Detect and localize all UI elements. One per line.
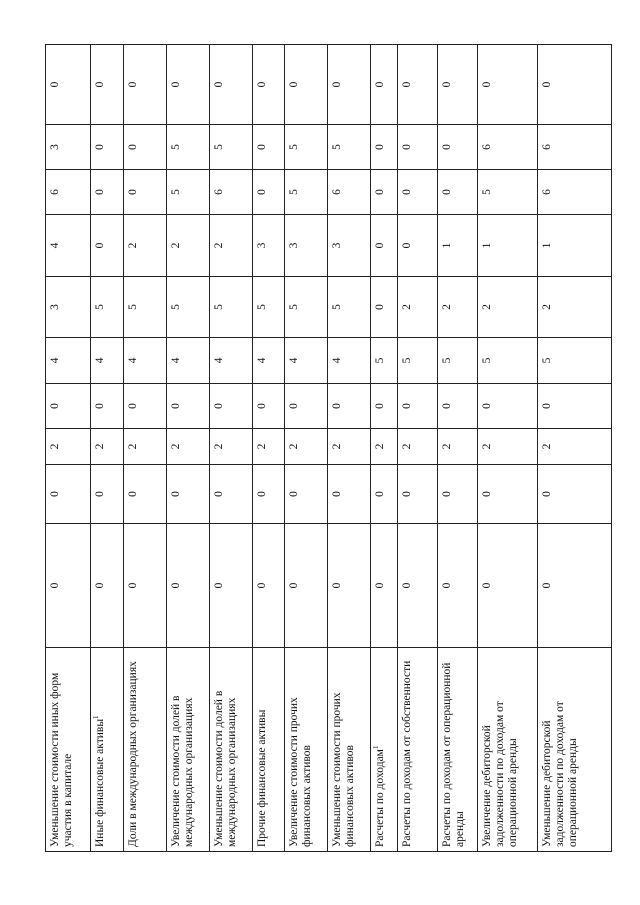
code-cell: 5 [91, 277, 124, 338]
code-cell: 6 [538, 170, 612, 215]
code-cell: 0 [538, 465, 612, 524]
code-cell: 0 [478, 45, 538, 125]
code-cell: 3 [46, 277, 91, 338]
row-label [438, 648, 478, 852]
code-cell: 0 [46, 45, 91, 125]
code-cell: 0 [371, 277, 398, 338]
code-cell: 1 [478, 215, 538, 277]
code-cell: 5 [167, 277, 210, 338]
code-cell: 0 [124, 465, 167, 524]
code-cell: 2 [478, 429, 538, 465]
code-cell: 5 [438, 338, 478, 384]
code-cell: 0 [438, 170, 478, 215]
row-label [328, 648, 371, 852]
table-row [167, 45, 210, 852]
code-cell: 0 [124, 125, 167, 170]
code-cell: 0 [253, 170, 285, 215]
code-cell: 0 [91, 170, 124, 215]
code-cell: 5 [478, 170, 538, 215]
table-row [371, 45, 398, 852]
code-cell: 4 [167, 338, 210, 384]
row-label-text: Увеличение стоимости прочих финансовых активов [288, 697, 313, 847]
accounts-table [45, 44, 612, 852]
code-cell: 5 [538, 338, 612, 384]
code-cell: 4 [210, 338, 253, 384]
code-cell: 3 [46, 125, 91, 170]
code-cell: 2 [538, 277, 612, 338]
code-cell: 4 [91, 338, 124, 384]
code-cell: 2 [328, 429, 371, 465]
code-cell: 0 [167, 465, 210, 524]
code-cell: 0 [167, 45, 210, 125]
code-cell: 0 [91, 45, 124, 125]
code-cell: 5 [285, 125, 328, 170]
code-cell: 0 [46, 384, 91, 429]
code-cell: 5 [328, 277, 371, 338]
table-row [253, 45, 285, 852]
code-cell: 0 [91, 465, 124, 524]
code-cell: 0 [398, 384, 438, 429]
code-cell: 5 [210, 125, 253, 170]
row-label-text: Уменьшение стоимости прочих финансовых активов [331, 692, 356, 847]
code-cell: 2 [124, 215, 167, 277]
code-cell: 2 [285, 429, 328, 465]
code-cell: 0 [371, 170, 398, 215]
table-row [328, 45, 371, 852]
table-row [46, 45, 91, 852]
row-label [285, 648, 328, 852]
row-label [210, 648, 253, 852]
code-cell: 5 [285, 170, 328, 215]
row-label-text: Доли в международных организациях [127, 661, 139, 847]
code-cell: 4 [46, 215, 91, 277]
code-cell: 5 [210, 277, 253, 338]
code-cell: 4 [46, 338, 91, 384]
code-cell: 2 [91, 429, 124, 465]
code-cell: 0 [398, 215, 438, 277]
table-row [438, 45, 478, 852]
code-cell: 0 [328, 45, 371, 125]
code-cell: 0 [371, 384, 398, 429]
code-cell: 0 [210, 524, 253, 648]
code-cell: 0 [538, 45, 612, 125]
row-label [167, 648, 210, 852]
code-cell: 0 [124, 170, 167, 215]
code-cell: 5 [167, 170, 210, 215]
code-cell: 0 [438, 465, 478, 524]
code-cell: 1 [538, 215, 612, 277]
row-label-text: Расчеты по доходам от операционной аренды [441, 662, 466, 847]
code-cell: 3 [285, 215, 328, 277]
code-cell: 2 [538, 429, 612, 465]
code-cell: 5 [253, 277, 285, 338]
table-row [285, 45, 328, 852]
row-label [124, 648, 167, 852]
code-cell: 3 [253, 215, 285, 277]
code-cell: 2 [210, 215, 253, 277]
code-cell: 0 [285, 384, 328, 429]
code-cell: 5 [124, 277, 167, 338]
table-row [478, 45, 538, 852]
code-cell: 0 [285, 45, 328, 125]
code-cell: 0 [328, 524, 371, 648]
table-row [124, 45, 167, 852]
code-cell: 0 [167, 524, 210, 648]
code-cell: 5 [167, 125, 210, 170]
code-cell: 0 [91, 384, 124, 429]
code-cell: 0 [328, 384, 371, 429]
code-cell: 0 [124, 45, 167, 125]
code-cell: 0 [91, 215, 124, 277]
row-label [538, 648, 612, 852]
code-cell: 0 [371, 45, 398, 125]
code-cell: 4 [285, 338, 328, 384]
code-cell: 0 [210, 45, 253, 125]
row-label-text: Иные финансовые активы [94, 718, 106, 847]
code-cell: 0 [398, 524, 438, 648]
code-cell: 0 [124, 524, 167, 648]
code-cell: 0 [478, 384, 538, 429]
row-label-text: Увеличение стоимости долей в международных организациях [170, 695, 195, 847]
footnote-marker: 1 [372, 745, 381, 750]
code-cell: 0 [478, 524, 538, 648]
row-label-text: Расчеты по доходам от собственности [401, 660, 413, 847]
code-cell: 0 [285, 465, 328, 524]
code-cell: 2 [478, 277, 538, 338]
code-cell: 0 [253, 524, 285, 648]
code-cell: 0 [91, 125, 124, 170]
code-cell: 0 [46, 465, 91, 524]
code-cell: 0 [285, 524, 328, 648]
code-cell: 2 [398, 277, 438, 338]
table-row [210, 45, 253, 852]
row-label [478, 648, 538, 852]
code-cell: 0 [438, 125, 478, 170]
table-row [91, 45, 124, 852]
code-cell: 0 [124, 384, 167, 429]
code-cell: 6 [46, 170, 91, 215]
code-cell: 4 [328, 338, 371, 384]
code-cell: 2 [167, 215, 210, 277]
code-cell: 5 [371, 338, 398, 384]
code-cell: 2 [398, 429, 438, 465]
code-cell: 0 [371, 215, 398, 277]
row-label-text: Прочие финансовые активы [256, 709, 268, 847]
code-cell: 0 [478, 465, 538, 524]
code-cell: 2 [438, 429, 478, 465]
code-cell: 0 [538, 524, 612, 648]
code-cell: 5 [478, 338, 538, 384]
code-cell: 0 [167, 384, 210, 429]
code-cell: 0 [438, 524, 478, 648]
code-cell: 3 [328, 215, 371, 277]
table-row [398, 45, 438, 852]
code-cell: 0 [253, 125, 285, 170]
code-cell: 0 [253, 465, 285, 524]
row-label-text: Уменьшение дебиторской задолженности по доходам от операционной аренды [541, 701, 579, 847]
code-cell: 0 [253, 384, 285, 429]
code-cell: 0 [398, 465, 438, 524]
code-cell: 0 [46, 524, 91, 648]
code-cell: 0 [438, 384, 478, 429]
row-label-text: Уменьшение стоимости долей в международных организациях [213, 690, 238, 847]
row-label [398, 648, 438, 852]
code-cell: 2 [124, 429, 167, 465]
code-cell: 0 [371, 125, 398, 170]
code-cell: 0 [91, 524, 124, 648]
code-cell: 0 [210, 465, 253, 524]
code-cell: 2 [167, 429, 210, 465]
code-cell: 1 [438, 215, 478, 277]
code-cell: 6 [210, 170, 253, 215]
code-cell: 0 [253, 45, 285, 125]
code-cell: 5 [398, 338, 438, 384]
code-cell: 2 [371, 429, 398, 465]
code-cell: 6 [538, 125, 612, 170]
code-cell: 0 [398, 170, 438, 215]
code-cell: 2 [46, 429, 91, 465]
code-cell: 2 [210, 429, 253, 465]
table-body [46, 45, 612, 852]
row-label-text: Расчеты по доходам [374, 749, 386, 847]
code-cell: 0 [438, 45, 478, 125]
code-cell: 5 [285, 277, 328, 338]
code-cell: 6 [478, 125, 538, 170]
code-cell: 0 [398, 45, 438, 125]
table-row [538, 45, 612, 852]
code-cell: 0 [371, 524, 398, 648]
row-label-text: Увеличение дебиторской задолженности по доходам от операционной аренды [481, 701, 519, 847]
code-cell: 0 [538, 384, 612, 429]
row-label [91, 648, 124, 852]
code-cell: 0 [210, 384, 253, 429]
row-label [371, 648, 398, 852]
code-cell: 2 [253, 429, 285, 465]
row-label [46, 648, 91, 852]
code-cell: 0 [398, 125, 438, 170]
footnote-marker: 1 [92, 715, 101, 719]
code-cell: 2 [438, 277, 478, 338]
code-cell: 4 [124, 338, 167, 384]
code-cell: 0 [371, 465, 398, 524]
row-label-text: Уменьшение стоимости иных форм участия в капитале [49, 672, 74, 847]
code-cell: 0 [328, 465, 371, 524]
code-cell: 6 [328, 170, 371, 215]
code-cell: 5 [328, 125, 371, 170]
code-cell: 4 [253, 338, 285, 384]
rotated-table-wrapper [45, 45, 579, 852]
row-label [253, 648, 285, 852]
